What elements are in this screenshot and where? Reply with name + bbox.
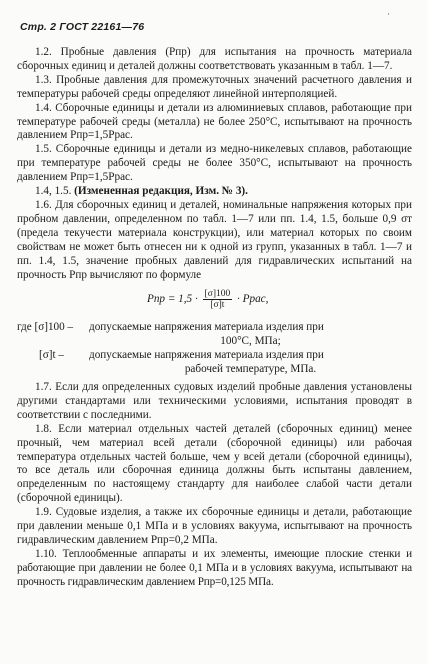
paragraph-1-7: 1.7. Если для определенных судовых изделий пробные давления установлены другими стандартами или техническими условиями, испытания проводят в соответствии с последними. [17, 381, 412, 421]
definition-line: 100°С, МПа; [220, 335, 281, 348]
formula-lhs: Pпр = 1,5 · [147, 293, 198, 306]
formula-rhs: · Pрас, [237, 293, 269, 306]
definition-line: допускаемые напряжения материала изделия при [89, 349, 324, 362]
paragraph-1-3: 1.3. Пробные давления для промежуточных значений расчетного давления и температуры рабочей среды определяют линейной интерполяцией. [17, 73, 412, 100]
formula-denominator: [σ]t [210, 300, 225, 311]
page-header: Стр. 2 ГОСТ 22161—76 [20, 21, 145, 33]
paragraph-1-5: 1.5. Сборочные единицы и детали из медно-никелевых сплавов, работающие при температуре рабочей среды не более 350°С, испытывают на прочность давлением Pпр=1,5Pрас. [17, 143, 412, 184]
definition-symbol: где [σ]100 – [17, 321, 74, 334]
formula-definitions [17, 321, 412, 377]
body-text [17, 46, 412, 590]
definition-description [89, 321, 412, 349]
paragraph-1-9: 1.9. Судовые изделия, а также их сборочные единицы и детали, работающие при давлении меньше 0,1 МПа и в условиях вакуума, испытывают на прочность гидравлическим давлением Pпр=0,2 МПа. [17, 506, 412, 546]
paragraph-1-2: 1.2. Пробные давления (Pпр) для испытания на прочность материала сборочных единиц и деталей должны соответствовать указанным в табл. 1—7. [17, 46, 412, 72]
definition-line: рабочей температуре, МПа. [184, 363, 317, 376]
amendment-prefix: 1.4, 1.5. [35, 185, 75, 198]
amendment-label: (Измененная редакция, Изм. № 3). [74, 185, 248, 198]
paragraph-1-6: 1.6. Для сборочных единиц и деталей, номинальные напряжения которых при пробном давлении, определенном по табл. 1—7 или пп. 1.4, 1.5, больше 0,9 σт (предела текучести материала конструкции), или материал которых по своим свойствам не может быть отнесен ни к одной из групп, указанных в табл. 1—7 и пп. 1.4, 1.5, значение пробных давлений для гидравлических испытаний на прочность Pпр вычисляют по формуле [17, 198, 412, 281]
paragraph-1-4: 1.4. Сборочные единицы и детали из алюминиевых сплавов, работающие при температуре рабочей среды (металла) не более 250°С, испытывают на прочность давлением Pпр=1,5Pрас. [17, 101, 412, 142]
scan-speck: · [387, 9, 390, 19]
paragraph-1-8: 1.8. Если материал отдельных частей деталей (сборочных единиц) менее прочный, чем материал всей детали (сборочной единицы) или рабочая температура отдельных частей больше, чем у всей детали (сборочной единицы), то все деталь или сборочная единица должны быть испытаны давлением, определенным по настоящему стандарту для наиболее слабой части детали (сборочной единицы). [17, 422, 412, 505]
definition-row [17, 321, 412, 349]
definition-description [89, 349, 412, 377]
formula-fraction [203, 289, 233, 310]
definition-line: допускаемые напряжения материала изделия при [89, 321, 324, 334]
paragraph-1-10: 1.10. Теплообменные аппараты и их элементы, имеющие плоские стенки и работающие при давлении не более 0,1 МПа и в условиях вакуума, испытывают на прочность гидравлическим давлением Pпр=0,125 МПа. [17, 547, 412, 588]
pressure-formula [17, 289, 412, 315]
definition-row [17, 349, 412, 377]
formula-numerator: [σ]100 [204, 289, 231, 300]
amendment-note [17, 185, 412, 199]
definition-symbol: [σ]t – [39, 349, 64, 362]
